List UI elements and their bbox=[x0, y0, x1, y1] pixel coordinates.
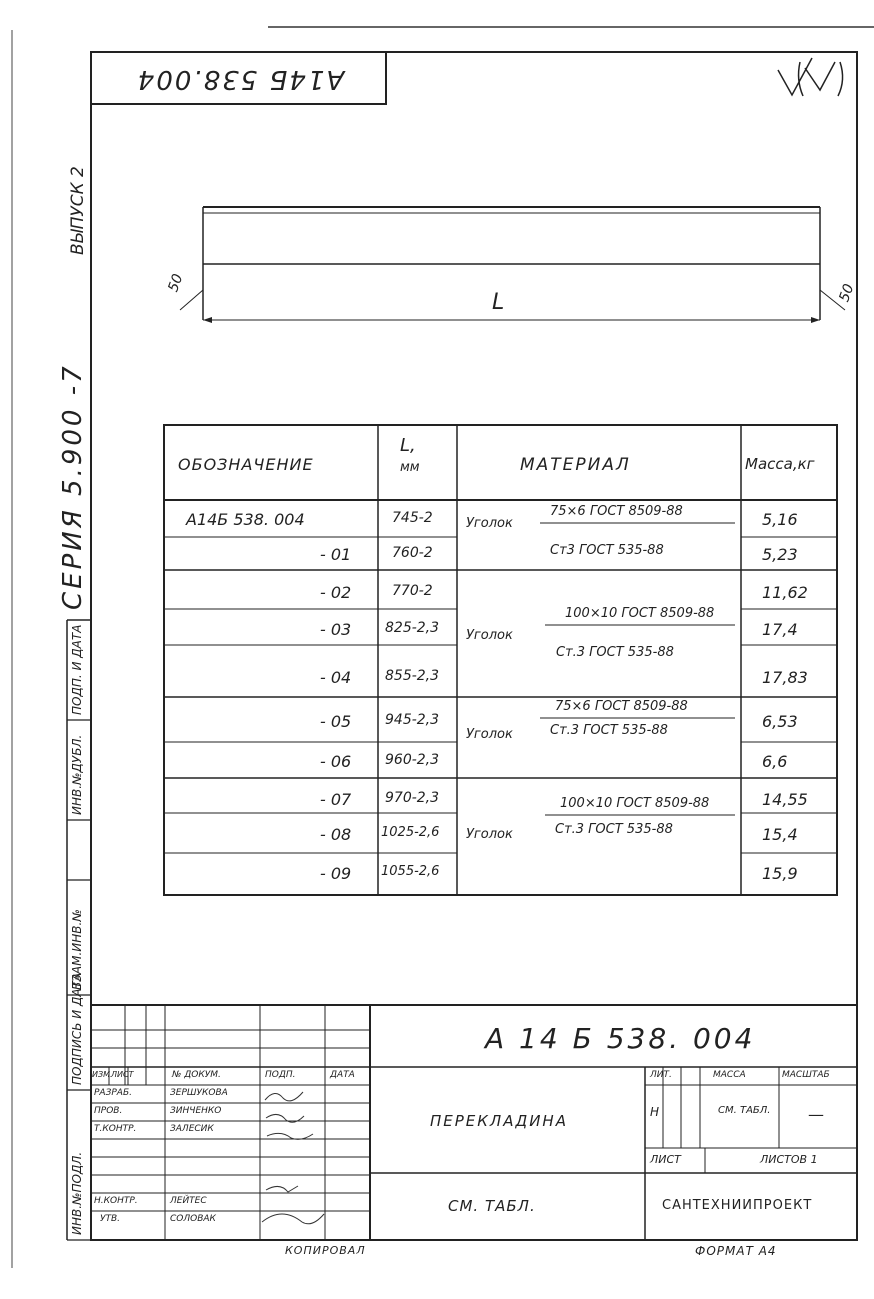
material-profile: 75×6 ГОСТ 8509-88 bbox=[555, 699, 688, 714]
material-steel: Ст.3 ГОСТ 535-88 bbox=[556, 645, 674, 660]
header-mass: Масса,кг bbox=[745, 455, 815, 473]
row-designation: - 09 bbox=[320, 864, 352, 883]
col-header: № ДОКУМ. bbox=[172, 1070, 221, 1080]
row-designation: - 01 bbox=[320, 545, 352, 564]
signature-marks bbox=[262, 1092, 324, 1224]
col-header: ИЗМ. bbox=[92, 1070, 113, 1079]
sheets-label: ЛИСТОВ 1 bbox=[760, 1153, 818, 1166]
role-name: ЛЕЙТЕС bbox=[170, 1196, 207, 1206]
material-profile: 75×6 ГОСТ 8509-88 bbox=[550, 504, 683, 519]
row-length: 1055-2,6 bbox=[381, 864, 440, 879]
role-label: УТВ. bbox=[100, 1214, 121, 1224]
rotated-drawing-code: A14Б 538.004 bbox=[135, 64, 345, 94]
sidebar-field-vzam-inv: ВЗАМ.ИНВ.№ bbox=[70, 909, 84, 990]
row-length: 1025-2,6 bbox=[381, 825, 440, 840]
title-name: ПЕРЕКЛАДИНА bbox=[430, 1112, 568, 1130]
scale-value: — bbox=[808, 1105, 824, 1124]
row-mass: 15,4 bbox=[762, 825, 798, 844]
material-type: Уголок bbox=[466, 727, 513, 742]
row-mass: 5,23 bbox=[762, 545, 798, 564]
sidebar-field-podp-data: ПОДП. И ДАТА bbox=[70, 624, 84, 715]
organization: САНТЕХНИИПРОЕКТ bbox=[662, 1198, 813, 1213]
role-label: ПРОВ. bbox=[94, 1106, 123, 1116]
row-length: 855-2,3 bbox=[385, 668, 440, 684]
row-length: 945-2,3 bbox=[385, 712, 440, 728]
material-steel: Ст.3 ГОСТ 535-88 bbox=[555, 822, 673, 837]
material-type: Уголок bbox=[466, 827, 513, 842]
col-header: ПОДП. bbox=[265, 1070, 296, 1080]
title-material: СМ. ТАБЛ. bbox=[448, 1197, 536, 1215]
row-designation: - 02 bbox=[320, 583, 352, 602]
material-type: Уголок bbox=[466, 628, 513, 643]
row-mass: 11,62 bbox=[762, 583, 808, 602]
role-name: СОЛОВАК bbox=[170, 1214, 216, 1224]
material-steel: Ст3 ГОСТ 535-88 bbox=[550, 543, 664, 558]
row-designation: - 05 bbox=[320, 712, 352, 731]
role-label: Н.КОНТР. bbox=[94, 1196, 138, 1206]
title-code: А 14 Б 538. 004 bbox=[485, 1022, 756, 1055]
row-length: 970-2,3 bbox=[385, 790, 440, 806]
col-header: ДАТА bbox=[330, 1070, 355, 1080]
material-type: Уголок bbox=[466, 516, 513, 531]
row-mass: 6,53 bbox=[762, 712, 798, 731]
sidebar-field-inv-dubl: ИНВ.№ДУБЛ. bbox=[70, 734, 84, 815]
angle-drawing bbox=[180, 207, 845, 323]
row-mass: 6,6 bbox=[762, 752, 788, 771]
role-label: РАЗРАБ. bbox=[94, 1088, 132, 1098]
col-header: ЛИСТ bbox=[111, 1070, 134, 1079]
row-mass: 14,55 bbox=[762, 790, 808, 809]
row-designation: - 03 bbox=[320, 620, 352, 639]
mass-label: МАССА bbox=[713, 1070, 746, 1080]
row-mass: 17,83 bbox=[762, 668, 808, 687]
material-steel: Ст.3 ГОСТ 535-88 bbox=[550, 723, 668, 738]
material-profile: 100×10 ГОСТ 8509-88 bbox=[565, 606, 715, 621]
bevel-right-label: 50 bbox=[836, 281, 858, 305]
role-label: Т.КОНТР. bbox=[94, 1124, 137, 1134]
role-name: ЗЕРШУКОВА bbox=[170, 1088, 228, 1098]
role-name: ЗИНЧЕНКО bbox=[170, 1106, 222, 1116]
length-label: L bbox=[492, 290, 505, 315]
copied-label: КОПИРОВАЛ bbox=[285, 1244, 366, 1257]
row-designation: - 04 bbox=[320, 668, 352, 687]
row-mass: 15,9 bbox=[762, 864, 798, 883]
row-designation: A14Б 538. 004 bbox=[186, 510, 305, 529]
material-profile: 100×10 ГОСТ 8509-88 bbox=[560, 796, 710, 811]
issue-label: ВЫПУСК 2 bbox=[68, 166, 88, 255]
row-length: 760-2 bbox=[392, 545, 433, 561]
row-designation: - 07 bbox=[320, 790, 352, 809]
row-mass: 17,4 bbox=[762, 620, 798, 639]
row-length: 745-2 bbox=[392, 510, 433, 526]
table-grid bbox=[164, 425, 837, 895]
row-mass: 5,16 bbox=[762, 510, 798, 529]
header-material: МАТЕРИАЛ bbox=[520, 455, 631, 475]
header-length-unit: мм bbox=[400, 460, 420, 475]
lit-label: ЛИТ. bbox=[650, 1070, 672, 1080]
role-name: ЗАЛЕСИК bbox=[170, 1124, 214, 1134]
header-length: L, bbox=[400, 435, 416, 456]
scale-label: МАСШТАБ bbox=[782, 1070, 830, 1080]
row-length: 960-2,3 bbox=[385, 752, 440, 768]
bevel-left-label: 50 bbox=[165, 271, 187, 295]
row-length: 825-2,3 bbox=[385, 620, 440, 636]
sidebar-field-inv-podl: ИНВ.№ПОДЛ. bbox=[70, 1151, 84, 1235]
header-designation: ОБОЗНАЧЕНИЕ bbox=[178, 455, 314, 474]
sheet-label: ЛИСТ bbox=[650, 1153, 681, 1166]
lit-value: Н bbox=[650, 1105, 660, 1119]
row-designation: - 08 bbox=[320, 825, 352, 844]
roughness-icon bbox=[778, 58, 843, 96]
mass-value: СМ. ТАБЛ. bbox=[718, 1105, 771, 1116]
series-label: СЕРИЯ 5.900 -7 bbox=[58, 363, 88, 610]
row-designation: - 06 bbox=[320, 752, 352, 771]
sidebar-field-podpis-data: ПОДПИСЬ И ДАТА bbox=[70, 972, 84, 1085]
format-label: ФОРМАТ А4 bbox=[695, 1244, 777, 1258]
row-length: 770-2 bbox=[392, 583, 433, 599]
